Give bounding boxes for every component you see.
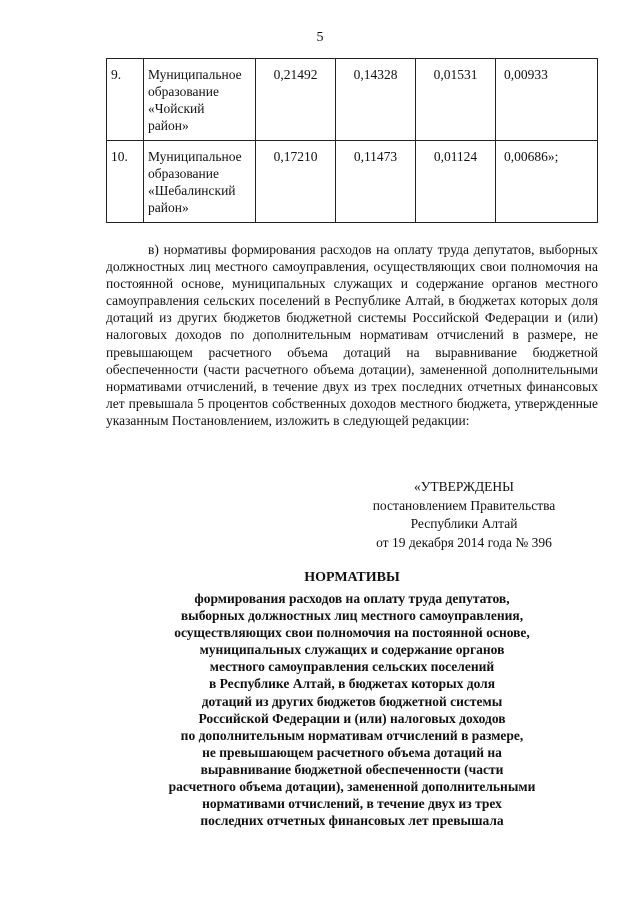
approval-line: постановлением Правительства (372, 497, 556, 513)
value-cell: 0,00686»; (496, 141, 598, 223)
municipality-name-line: «Шебалинский (148, 183, 236, 198)
value-cell: 0,21492 (256, 59, 336, 141)
subtitle-line: выравнивание бюджетной обеспеченности (части (200, 761, 504, 777)
amendment-paragraph: в) нормативы формирования расходов на оплату труда депутатов, выборных должностных лиц местного самоуправления, осуществляющих свои полномочия на постоянной основе, муниципальных служащих и содержание органов местного самоуправления сельских поселений в Республике Алтай, в бюджетах которых доля дотаций из других бюджетов бюджетной системы Российской Федерации и (или) налоговых доходов по дополнительным нормативам отчислений в размере, не превышающем расчетного объема дотаций на выравнивание бюджетной обеспеченности (части расчетного объема дотации), замененной дополнительными нормативами отчислений, в течение двух из трех последних отчетных финансовых лет превышала 5 процентов собственных доходов местного бюджета, утвержденные указанным Постановлением, изложить в следующей редакции: (106, 242, 598, 428)
page-number: 5 (316, 30, 324, 45)
table-row (107, 59, 598, 141)
row-number: 9. (107, 59, 144, 141)
document-title: НОРМАТИВЫ (304, 570, 400, 585)
municipality-name (144, 141, 256, 223)
approval-line: от 19 декабря 2014 года № 396 (376, 534, 552, 550)
subtitle-line: выборных должностных лиц местного самоуправления, (180, 608, 524, 624)
value-cell: 0,00933 (496, 59, 598, 141)
approval-line: Республики Алтай (410, 516, 518, 531)
value-cell: 0,14328 (336, 59, 416, 141)
municipality-name-line: «Чойский (148, 101, 205, 116)
subtitle-line: расчетного объема дотации), замененной дополнительными (168, 779, 536, 795)
subtitle-line: дотаций из других бюджетов бюджетной системы (201, 693, 503, 709)
subtitle-line: по дополнительным нормативам отчислений в размере, (180, 727, 524, 743)
subtitle-line: последних отчетных финансовых лет превышала (200, 813, 504, 829)
value-cell: 0,01124 (416, 141, 496, 223)
value-cell: 0,17210 (256, 141, 336, 223)
subtitle-line: в Республике Алтай, в бюджетах которых доля (208, 676, 496, 692)
subtitle-line: не превышающем расчетного объема дотаций на (202, 744, 502, 760)
municipality-name-line: Муниципальное (148, 149, 242, 164)
value-cell: 0,11473 (336, 141, 416, 223)
subtitle-line: местного самоуправления сельских поселений (209, 659, 495, 675)
municipality-name-line: образование (148, 84, 219, 99)
municipality-name-line: район» (148, 118, 189, 133)
subtitle-line: формирования расходов на оплату труда депутатов, (194, 591, 510, 606)
document-subtitle (100, 590, 604, 829)
subtitle-line: осуществляющих свои полномочия на постоянной основе, (174, 625, 530, 641)
municipality-name-line: Муниципальное (148, 67, 242, 82)
municipality-name-line: образование (148, 166, 219, 181)
coefficients-table (106, 58, 598, 223)
approval-line: «УТВЕРЖДЕНЫ (414, 479, 514, 494)
row-number: 10. (107, 141, 144, 223)
subtitle-line: муниципальных служащих и содержание органов (199, 642, 505, 658)
subtitle-line: Российской Федерации и (или) налоговых доходов (198, 710, 506, 726)
municipality-name (144, 59, 256, 141)
value-cell: 0,01531 (416, 59, 496, 141)
approval-block (330, 478, 598, 552)
municipality-name-line: район» (148, 200, 189, 215)
table-row (107, 141, 598, 223)
subtitle-line: нормативами отчислений, в течение двух из трех (202, 796, 502, 812)
